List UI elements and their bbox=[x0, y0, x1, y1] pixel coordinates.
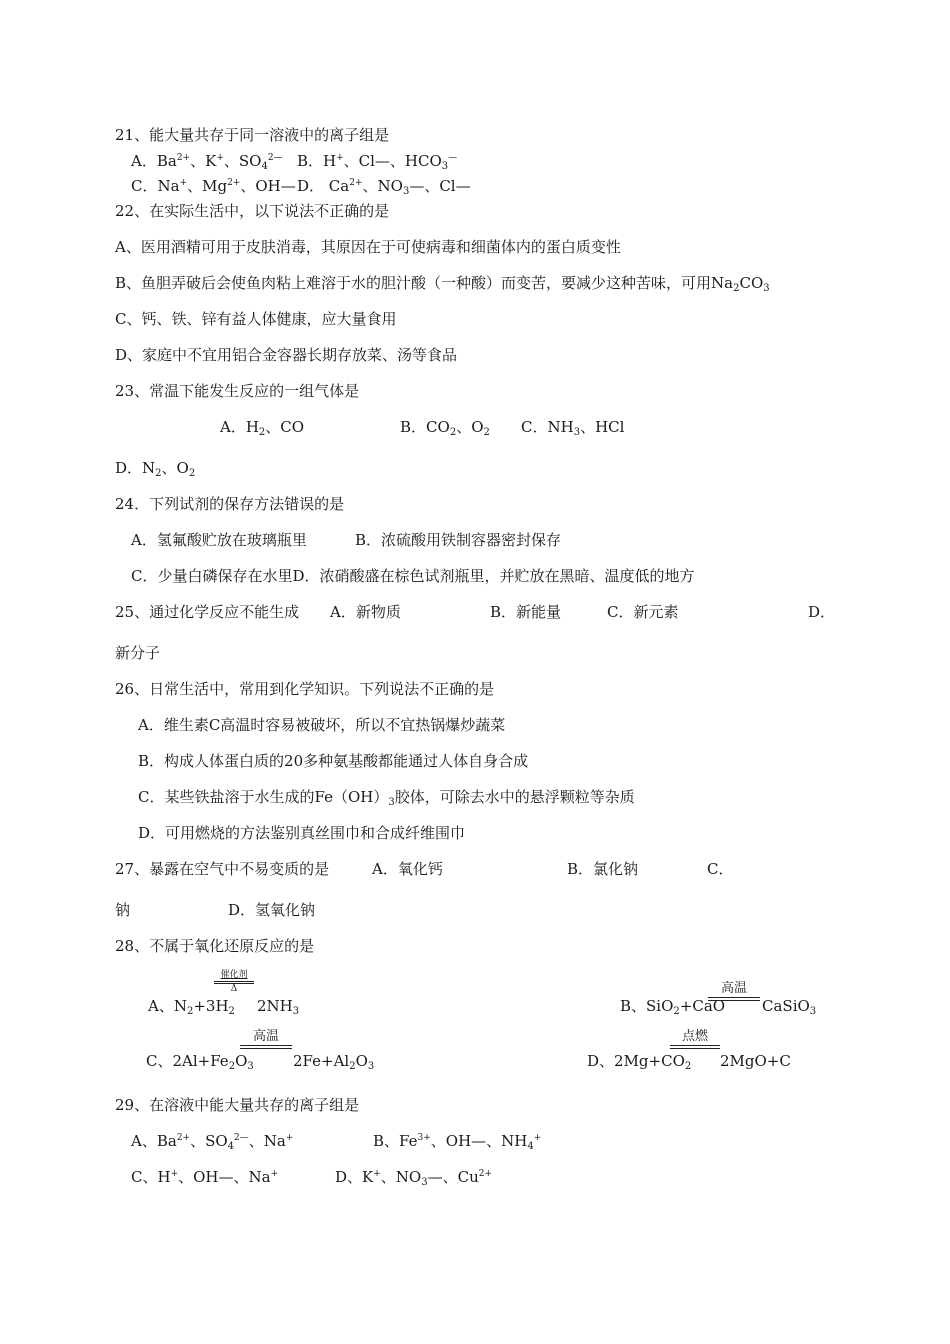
q21-option-c: C．Na+、$Mg^{2+}$、OH— bbox=[131, 177, 296, 195]
q29-option-c: C、H+、OH—、Na+ bbox=[131, 1168, 279, 1186]
q26-option-b: B．构成人体蛋白质的20多种氨基酸都能通过人体自身合成 bbox=[138, 752, 529, 770]
q29-stem: 29、在溶液中能大量共存的离子组是 bbox=[115, 1096, 360, 1114]
q22-option-b: B、鱼胆弄破后会使鱼肉粘上难溶于水的胆汁酸（一种酸）而变苦，要减少这种苦味，可用$Na_2CO_3$ bbox=[115, 274, 770, 294]
q27-option-a: A．氧化钙 bbox=[372, 860, 443, 878]
q23-option-a: A．$H_2$、CO bbox=[220, 418, 305, 438]
q28-stem: 28、不属于氧化还原反应的是 bbox=[115, 937, 315, 955]
q21-option-d: D． $Ca^{2+}$、$NO_3—$、Cl— bbox=[297, 177, 471, 197]
q22-option-c: C、钙、铁、锌有益人体健康，应大量食用 bbox=[115, 310, 397, 328]
q25-stem: 25、通过化学反应不能生成 bbox=[115, 603, 300, 621]
q28-option-c-reactants: C、$2Al+Fe_2O_3$ bbox=[146, 1052, 254, 1072]
q23-option-d: D．$N_2$、$O_2$ bbox=[115, 459, 196, 479]
q24-option-cd: C．少量白磷保存在水里D．浓硝酸盛在棕色试剂瓶里，并贮放在黑暗、温度低的地方 bbox=[131, 567, 695, 585]
q27-option-b: B．氯化钠 bbox=[567, 860, 639, 878]
q25-option-a: A．新物质 bbox=[330, 603, 401, 621]
q21-stem: 21、能大量共存于同一溶液中的离子组是 bbox=[115, 126, 390, 144]
q22-option-a: A、医用酒精可用于皮肤消毒，其原因在于可使病毒和细菌体内的蛋白质变性 bbox=[115, 238, 621, 256]
q23-option-c: C．$NH_3$、HCl bbox=[521, 418, 625, 438]
q26-option-d: D．可用燃烧的方法鉴别真丝围巾和合成纤维围巾 bbox=[138, 824, 466, 842]
q26-option-a: A．维生素C高温时容易被破坏，所以不宜热锅爆炒蔬菜 bbox=[138, 716, 506, 734]
q28-option-d-reactants: D、$2Mg+CO_2$ bbox=[587, 1052, 692, 1072]
q26-stem: 26、日常生活中，常用到化学知识。下列说法不正确的是 bbox=[115, 680, 495, 698]
q27-option-c-text: 钠 bbox=[115, 901, 131, 919]
q24-option-b: B．浓硫酸用铁制容器密封保存 bbox=[355, 531, 562, 549]
q25-option-b: B．新能量 bbox=[490, 603, 562, 621]
q29-option-a: A、$Ba^{2+}$、$SO_4^{2—}$、Na+ bbox=[131, 1132, 294, 1152]
q24-option-a: A．氢氟酸贮放在玻璃瓶里 bbox=[131, 531, 307, 549]
q23-option-b: B．$CO_2$、$O_2$ bbox=[400, 418, 490, 438]
q25-option-d-label: D． bbox=[808, 603, 836, 621]
q28-option-c-product: $2Fe+Al_2O_3$ bbox=[293, 1052, 375, 1072]
q21-option-a: A．$Ba^{2+}$、K+、$SO_4^{2—}$ bbox=[131, 152, 283, 172]
q28-b-condition: 高温 bbox=[708, 982, 760, 1001]
q28-d-condition: 点燃 bbox=[670, 1030, 720, 1049]
q26-option-c: C．某些铁盐溶于水生成的$Fe(OH)_3$胶体，可除去水中的悬浮颗粒等杂质 bbox=[138, 788, 635, 808]
q27-option-d: D．氢氧化钠 bbox=[228, 901, 316, 919]
q28-c-condition: 高温 bbox=[240, 1030, 292, 1049]
q28-option-b-product: CaSiO$_3$ bbox=[762, 997, 817, 1017]
q27-stem: 27、暴露在空气中不易变质的是 bbox=[115, 860, 330, 878]
q22-stem: 22、在实际生活中，以下说法不正确的是 bbox=[115, 202, 390, 220]
q29-option-d: D、K+、$NO_3—$、$Cu^{2+}$ bbox=[335, 1168, 493, 1188]
q25-option-c: C．新元素 bbox=[607, 603, 679, 621]
q24-stem: 24．下列试剂的保存方法错误的是 bbox=[115, 495, 345, 513]
q28-option-d-product: 2MgO+C bbox=[720, 1052, 791, 1070]
q28-a-condition: 催化剂 Δ bbox=[214, 970, 254, 994]
q28-option-b-reactants: B、SiO$_2$+CaO bbox=[620, 997, 726, 1017]
q29-option-b: B、$Fe^{3+}$、OH—、$NH_4^+$ bbox=[373, 1132, 542, 1152]
q25-option-d-text: 新分子 bbox=[115, 644, 161, 662]
q22-option-d: D、家庭中不宜用铝合金容器长期存放菜、汤等食品 bbox=[115, 346, 458, 364]
q28-option-a-product: $2NH_3$ bbox=[257, 997, 300, 1017]
q27-option-c-label: C． bbox=[707, 860, 734, 878]
q21-option-b: B．H+、Cl—、$HCO_3^—$ bbox=[297, 152, 458, 172]
q28-option-a-reactants: A、$N_2+3H_2$ bbox=[148, 997, 235, 1017]
q23-stem: 23、常温下能发生反应的一组气体是 bbox=[115, 382, 360, 400]
